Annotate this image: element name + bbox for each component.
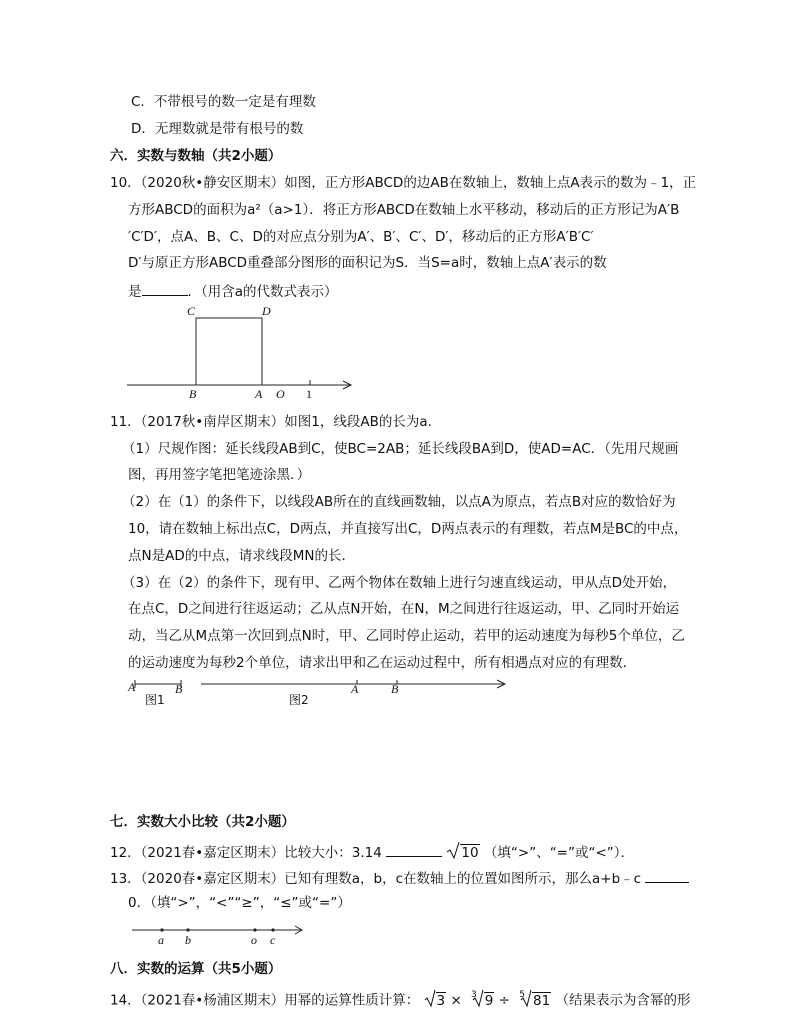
square-abcd xyxy=(196,318,262,385)
q14-post: （结果表示为含幂的形 xyxy=(555,992,691,1009)
q12-pre: 12．（2021春•嘉定区期末）比较大小：3.14 xyxy=(110,845,382,861)
section-title-8: 八．实数的运算（共5小题） xyxy=(110,961,282,977)
label-one: 1 xyxy=(306,387,312,401)
q11-line-10: 的运动速度为每秒2个单位，请求出甲和乙在运动过程中，所有相遇点对应的有理数． xyxy=(128,655,637,671)
point-c xyxy=(271,928,274,931)
cube-root-9 xyxy=(466,988,494,1010)
q11-line-7: （3）在（2）的条件下，现有甲、乙两个物体在数轴上进行匀速直线运动，甲从点D处开始， xyxy=(122,575,677,591)
q10-line-5-pre: 是 xyxy=(128,284,142,300)
label-c: C xyxy=(187,304,196,318)
option-d: D．无理数就是带有根号的数 xyxy=(131,121,304,137)
radicand-3: 81 xyxy=(533,992,551,1009)
label-o: o xyxy=(251,933,257,947)
label-b: b xyxy=(185,933,191,947)
label-c: c xyxy=(270,933,276,947)
answer-blank[interactable] xyxy=(142,281,188,296)
div-sign: ÷ xyxy=(498,992,510,1009)
label-a: A xyxy=(255,387,263,401)
fig1-label-a: A xyxy=(128,680,136,694)
q10-line-2: 方形ABCD的面积为a²（a>1）．将正方形ABCD在数轴上水平移动，移动后的正方形记为A′B xyxy=(128,202,680,218)
answer-blank[interactable] xyxy=(386,842,442,857)
q11-line-5: 10，请在数轴上标出点C，D两点，并直接写出C，D两点表示的有理数，若点M是BC的中点， xyxy=(128,521,688,537)
point-b xyxy=(186,928,189,931)
label-a: a xyxy=(158,933,164,947)
radicand: 10 xyxy=(461,845,479,861)
q13-line-1-text: 13．（2020春•嘉定区期末）已知有理数a，b，c在数轴上的位置如图所示，那么a+b﹣c xyxy=(110,871,642,887)
point-o xyxy=(253,928,256,931)
q11-line-1: 11．（2017秋•南岸区期末）如图1，线段AB的长为a． xyxy=(110,414,442,430)
q13-figure xyxy=(130,922,310,952)
q12-line xyxy=(110,841,634,862)
q11-figures xyxy=(125,676,515,716)
section-title-6: 六．实数与数轴（共2小题） xyxy=(110,148,282,164)
times-sign: × xyxy=(450,992,462,1009)
q10-line-4: D′与原正方形ABCD重叠部分图形的面积记为S．当S=a时，数轴上点A′表示的数 xyxy=(128,255,607,271)
fig2-label-b: B xyxy=(391,682,399,696)
fifth-root-81 xyxy=(514,988,551,1010)
radicand-2: 9 xyxy=(484,992,494,1009)
fig1-caption: 图1 xyxy=(145,693,165,707)
index-3: 3 xyxy=(471,990,477,1000)
label-b: B xyxy=(189,387,197,401)
index-5: 5 xyxy=(519,990,526,1000)
radicand-1: 3 xyxy=(436,992,446,1009)
q10-figure xyxy=(125,304,365,401)
fig1-label-b: B xyxy=(175,682,183,696)
q11-line-8: 在点C，D之间进行往返运动；乙从点N开始，在N，M之间进行往返运动，甲、乙同时开始运 xyxy=(128,601,680,617)
q10-line-3: ′C′D′，点A、B、C、D的对应点分别为A′、B′、C′、D′，移动后的正方形A′B′C′ xyxy=(128,229,594,245)
q11-line-6: 点N是AD的中点，请求线段MN的长． xyxy=(128,548,355,564)
q11-line-3: 图，再用签字笔把笔迹涂黑．） xyxy=(128,467,311,483)
answer-blank[interactable] xyxy=(645,868,689,883)
q10-line-5-post: ．（用含a的代数式表示） xyxy=(187,284,338,300)
sqrt-3 xyxy=(424,989,447,1010)
q11-line-2: （1）尺规作图：延长线段AB到C，使BC=2AB；延长线段BA到D，使AD=AC．（先用尺规画 xyxy=(122,441,679,457)
fig2-label-a: A xyxy=(351,682,359,696)
point-a xyxy=(160,928,163,931)
q10-line-5 xyxy=(128,281,338,301)
label-o: O xyxy=(276,387,285,401)
q12-post: （填“>”、“=”或“<”）． xyxy=(483,845,635,861)
q13-line-2: 0．（填“>”，“<”“≥”，“≤”或“=”） xyxy=(128,895,351,911)
q10-line-1: 10．（2020秋•静安区期末）如图，正方形ABCD的边AB在数轴上，数轴上点A表示的数为﹣1，正 xyxy=(110,175,697,191)
section-title-7: 七．实数大小比较（共2小题） xyxy=(110,814,295,830)
q14-line xyxy=(110,988,691,1010)
q11-line-9: 动，当乙从M点第一次回到点N时，甲、乙同时停止运动，若甲的运动速度为每秒5个单位，乙 xyxy=(128,628,685,644)
fig2-caption: 图2 xyxy=(289,693,309,707)
q13-line-1 xyxy=(110,868,689,888)
sqrt-10 xyxy=(446,841,479,862)
option-c: C．不带根号的数一定是有理数 xyxy=(131,94,316,110)
q14-pre: 14．（2021春•杨浦区期末）用幂的运算性质计算： xyxy=(110,992,420,1009)
q11-line-4: （2）在（1）的条件下，以线段AB所在的直线画数轴，以点A为原点，若点B对应的数恰好为 xyxy=(122,494,676,510)
label-d: D xyxy=(262,304,271,318)
